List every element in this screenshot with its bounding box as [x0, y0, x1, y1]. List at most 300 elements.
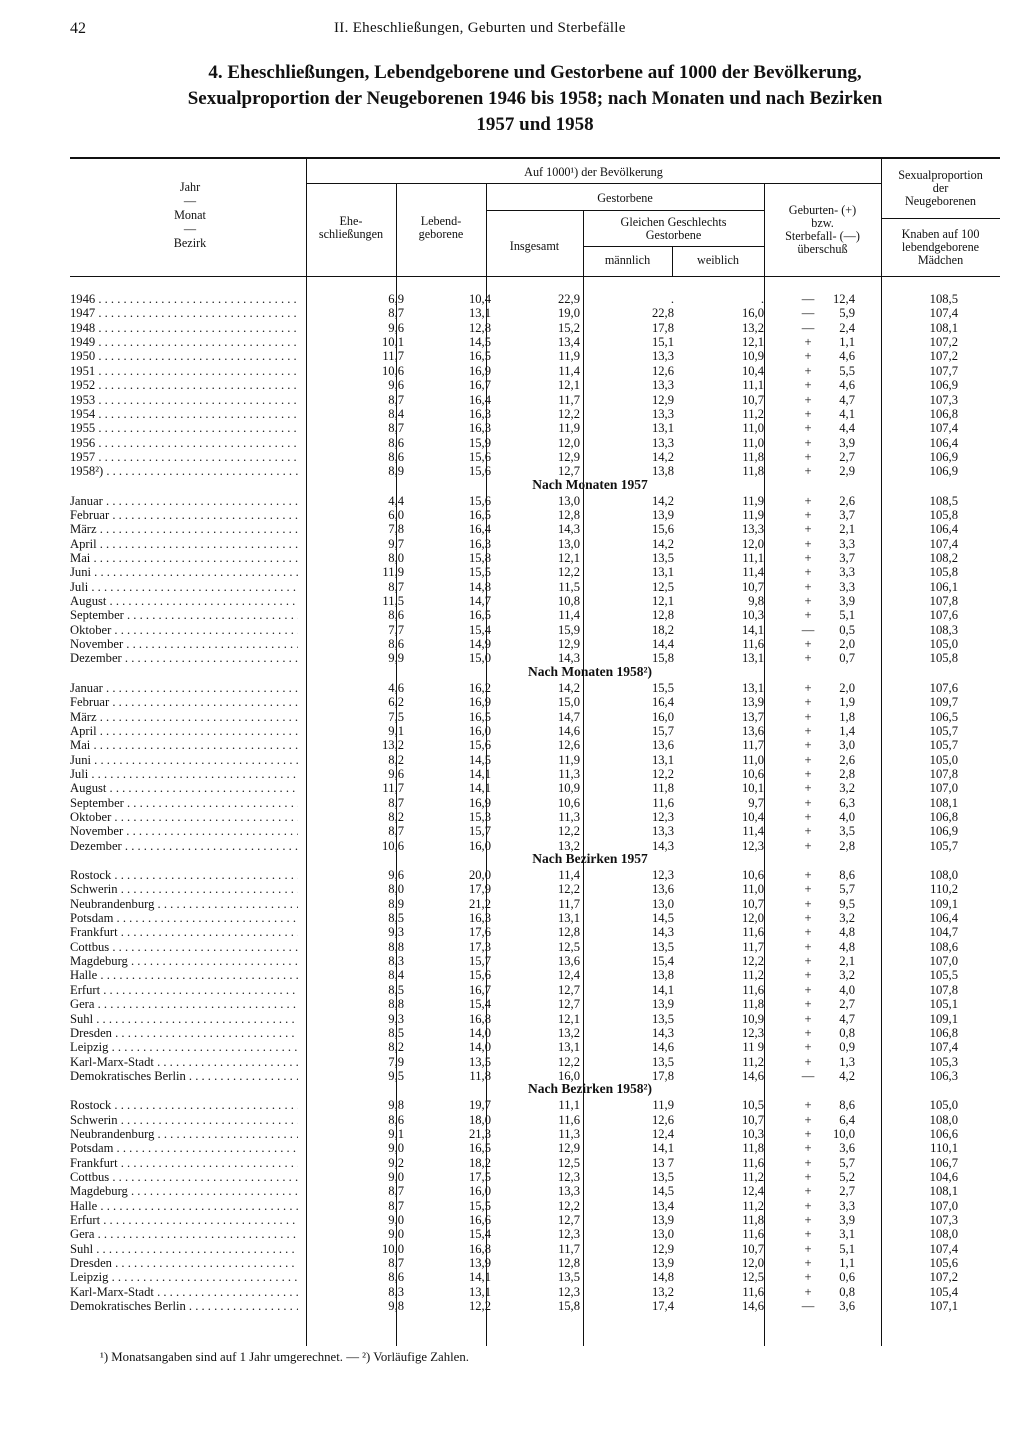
cell-ueberschuss-sign: + — [804, 1054, 812, 1069]
cell-ueberschuss-sign: — — [801, 306, 815, 321]
cell-weiblich: 11,8 — [742, 449, 764, 464]
cell-lebendgeborene: 17,5 — [468, 1170, 491, 1184]
cell-eheschliessungen: 9,6 — [388, 320, 404, 335]
cell-sexualproportion: 107,0 — [929, 781, 958, 796]
cell-ueberschuss: 3,3 — [839, 536, 855, 551]
row-label: Karl-Marx-Stadt . . . — [70, 1055, 298, 1069]
cell-lebendgeborene: 20,0 — [468, 868, 491, 882]
cell-maennlich: 14,2 — [651, 536, 674, 551]
cell-gestorbene-insgesamt: 12,9 — [557, 637, 580, 652]
table-row — [70, 753, 1000, 767]
cell-sexualproportion: 108,1 — [929, 1184, 958, 1199]
cell-ueberschuss: 3,0 — [839, 738, 855, 753]
cell-weiblich: 10,9 — [741, 1011, 764, 1026]
cell-ueberschuss: 4,8 — [839, 925, 855, 940]
cell-ueberschuss-sign: + — [804, 1170, 812, 1184]
cell-ueberschuss-sign: + — [804, 1270, 812, 1285]
cell-lebendgeborene: 16,4 — [468, 392, 491, 407]
row-label: Halle . . . — [70, 968, 298, 982]
cell-maennlich: 14,1 — [651, 982, 674, 997]
cell-sexualproportion: 105,0 — [929, 752, 958, 767]
cell-eheschliessungen: 8,0 — [388, 882, 404, 897]
cell-lebendgeborene: 15,7 — [468, 954, 491, 969]
row-label: Magdeburg . . . — [70, 1184, 298, 1198]
cell-lebendgeborene: 14,1 — [468, 1270, 491, 1285]
cell-sexualproportion: 108,1 — [929, 795, 958, 810]
cell-eheschliessungen: 9,8 — [388, 1098, 404, 1113]
cell-ueberschuss-sign: — — [801, 1299, 815, 1314]
title-line-2: Sexualproportion der Neugeborenen 1946 bis 1958; nach Monaten und nach Bezirken — [187, 88, 883, 109]
page-header — [70, 20, 1000, 42]
cell-sexualproportion: 106,6 — [929, 1126, 958, 1141]
cell-weiblich: 12,0 — [741, 1256, 764, 1270]
cell-eheschliessungen: 9,5 — [388, 1068, 404, 1083]
table-row — [70, 421, 1000, 435]
cell-lebendgeborene: 16,3 — [468, 406, 491, 421]
cell-ueberschuss: 8,6 — [839, 868, 855, 882]
cell-eheschliessungen: 9,1 — [388, 1126, 404, 1141]
row-label: 1949 . . . — [70, 335, 298, 349]
cell-ueberschuss-sign: + — [804, 536, 812, 551]
cell-lebendgeborene: 16,5 — [468, 1141, 491, 1156]
cell-maennlich: 14,3 — [651, 838, 674, 853]
cell-weiblich: 10,9 — [741, 349, 764, 364]
cell-ueberschuss-sign: + — [804, 738, 812, 753]
cell-eheschliessungen: 4,4 — [388, 493, 404, 508]
table-row — [70, 364, 1000, 378]
cell-ueberschuss: 2,9 — [839, 464, 855, 479]
row-label: 1950 . . . — [70, 349, 298, 363]
cell-sexualproportion: 105,8 — [929, 651, 958, 666]
row-label: Neubrandenburg . . . — [70, 897, 298, 911]
cell-sexualproportion: 107,2 — [929, 335, 958, 350]
cell-ueberschuss: 4,1 — [839, 406, 855, 421]
cell-eheschliessungen: 8,8 — [388, 939, 404, 954]
row-label: 1948 . . . — [70, 321, 298, 335]
cell-lebendgeborene: 16,6 — [468, 1213, 491, 1227]
cell-maennlich: 13,3 — [651, 406, 674, 421]
table-row — [70, 1012, 1000, 1026]
cell-lebendgeborene: 15,4 — [468, 997, 491, 1012]
row-label: Karl-Marx-Stadt . . . — [70, 1285, 298, 1299]
cell-gestorbene-insgesamt: 13,2 — [557, 1025, 580, 1040]
cell-ueberschuss: 3,2 — [839, 781, 855, 796]
cell-ueberschuss: 6,4 — [839, 1112, 855, 1127]
cell-ueberschuss-sign: + — [804, 335, 812, 350]
cell-gestorbene-insgesamt: 12,5 — [557, 1155, 580, 1170]
cell-sexualproportion: 107,4 — [929, 536, 958, 551]
cell-maennlich: 13,3 — [651, 435, 674, 450]
cell-gestorbene-insgesamt: 12,7 — [557, 997, 580, 1012]
cell-maennlich: 18,2 — [651, 622, 674, 637]
row-label: Juli . . . — [70, 767, 298, 781]
cell-eheschliessungen: 10,1 — [381, 335, 404, 350]
cell-ueberschuss-sign: + — [804, 421, 812, 436]
cell-ueberschuss-sign: + — [804, 868, 812, 882]
cell-maennlich: 13,5 — [651, 551, 674, 565]
cell-sexualproportion: 105,0 — [929, 1098, 958, 1113]
cell-sexualproportion: 108,0 — [929, 868, 958, 882]
stub-jahr: Jahr — [179, 180, 201, 194]
cell-weiblich: 14,6 — [741, 1068, 764, 1083]
cell-ueberschuss: 3,9 — [839, 435, 855, 450]
cell-weiblich: 12,0 — [741, 536, 764, 551]
cell-eheschliessungen: 8,2 — [388, 752, 404, 767]
table-row — [70, 710, 1000, 724]
cell-gestorbene-insgesamt: 14,7 — [557, 709, 580, 724]
cell-gestorbene-insgesamt: 12,4 — [557, 968, 580, 983]
cell-eheschliessungen: 9,8 — [388, 1299, 404, 1314]
header-bottom-rule — [70, 276, 1000, 277]
cell-weiblich: 9,7 — [748, 795, 764, 810]
cell-lebendgeborene: 15,6 — [468, 493, 491, 508]
cell-maennlich: 13,5 — [651, 1011, 674, 1026]
cell-lebendgeborene: 15,4 — [468, 622, 491, 637]
cell-ueberschuss-sign: + — [804, 579, 812, 594]
cell-ueberschuss: 1,4 — [839, 723, 855, 738]
cell-ueberschuss: 2,7 — [839, 997, 855, 1012]
cell-sexualproportion: 108,5 — [929, 493, 958, 508]
cell-lebendgeborene: 15,9 — [468, 435, 491, 450]
title-line-3: 1957 und 1958 — [476, 114, 594, 135]
cell-sexualproportion: 105,8 — [929, 507, 958, 522]
row-label: Suhl . . . — [70, 1242, 298, 1256]
row-label: Gera . . . — [70, 997, 298, 1011]
cell-maennlich: . — [670, 292, 674, 306]
table-row — [70, 695, 1000, 709]
cell-sexualproportion: 106,9 — [929, 449, 958, 464]
cell-lebendgeborene: 17,3 — [468, 939, 491, 954]
cell-eheschliessungen: 8,9 — [388, 896, 404, 911]
cell-lebendgeborene: 14,5 — [468, 335, 491, 350]
cell-maennlich: 11,8 — [652, 781, 674, 796]
cell-ueberschuss-sign: + — [804, 838, 812, 853]
cell-gestorbene-insgesamt: 14,6 — [557, 723, 580, 738]
cell-gestorbene-insgesamt: 10,8 — [557, 594, 580, 608]
cell-maennlich: 13 7 — [651, 1155, 674, 1170]
row-label: April . . . — [70, 537, 298, 551]
row-label: Januar . . . — [70, 681, 298, 695]
cell-maennlich: 13,0 — [651, 896, 674, 911]
cell-ueberschuss-sign: + — [804, 392, 812, 407]
cell-ueberschuss: 5,7 — [839, 1155, 855, 1170]
cell-sexualproportion: 108,2 — [929, 551, 958, 565]
cell-maennlich: 12,3 — [651, 809, 674, 824]
cell-ueberschuss: 2,7 — [839, 1184, 855, 1199]
cell-gestorbene-insgesamt: 13,1 — [557, 911, 580, 925]
table-row — [70, 868, 1000, 882]
cell-weiblich: 11,6 — [742, 982, 764, 997]
cell-ueberschuss: 5,1 — [839, 1241, 855, 1256]
row-label: Dresden . . . — [70, 1026, 298, 1040]
cell-sexualproportion: 104,7 — [929, 925, 958, 940]
table-row — [70, 537, 1000, 551]
row-label: 1954 . . . — [70, 407, 298, 421]
row-label: Gera . . . — [70, 1227, 298, 1241]
cell-maennlich: 16,0 — [651, 709, 674, 724]
cell-ueberschuss-sign: + — [804, 493, 812, 508]
cell-eheschliessungen: 10,6 — [381, 838, 404, 853]
cell-lebendgeborene: 16,5 — [468, 507, 491, 522]
table-row — [70, 781, 1000, 795]
cell-ueberschuss-sign: + — [804, 954, 812, 969]
cell-eheschliessungen: 11,7 — [382, 781, 404, 796]
cell-eheschliessungen: 8,6 — [388, 637, 404, 652]
stub-dash-1: — — [183, 194, 197, 208]
cell-maennlich: 14,5 — [651, 911, 674, 925]
cell-ueberschuss-sign: + — [804, 882, 812, 897]
cell-lebendgeborene: 15,6 — [468, 968, 491, 983]
gleichen-rule — [583, 246, 764, 247]
cell-maennlich: 15,5 — [651, 680, 674, 695]
cell-maennlich: 14,3 — [651, 1025, 674, 1040]
cell-lebendgeborene: 12,8 — [468, 320, 491, 335]
cell-sexualproportion: 106,9 — [929, 824, 958, 839]
cell-weiblich: 11,6 — [742, 637, 764, 652]
cell-maennlich: 14,6 — [651, 1040, 674, 1055]
row-label: 1951 . . . — [70, 364, 298, 378]
cell-eheschliessungen: 13,2 — [381, 738, 404, 753]
cell-maennlich: 13,9 — [651, 507, 674, 522]
table-row — [70, 968, 1000, 982]
cell-eheschliessungen: 11,9 — [382, 565, 404, 580]
cell-sexualproportion: 105,7 — [929, 738, 958, 753]
table-row — [70, 882, 1000, 896]
cell-maennlich: 14,4 — [651, 637, 674, 652]
cell-lebendgeborene: 19,7 — [468, 1098, 491, 1113]
cell-eheschliessungen: 9,1 — [388, 723, 404, 738]
cell-lebendgeborene: 14,1 — [468, 766, 491, 781]
cell-sexualproportion: 107,4 — [929, 306, 958, 321]
cell-lebendgeborene: 16,3 — [468, 536, 491, 551]
cell-weiblich: 10,5 — [741, 1098, 764, 1113]
cell-lebendgeborene: 16,5 — [468, 349, 491, 364]
cell-gestorbene-insgesamt: 13,0 — [557, 493, 580, 508]
cell-weiblich: 13,3 — [741, 522, 764, 537]
table-row — [70, 436, 1000, 450]
cell-ueberschuss: 12,4 — [832, 292, 855, 306]
cell-maennlich: 12,1 — [651, 594, 674, 608]
cell-weiblich: 10,7 — [741, 392, 764, 407]
cell-gestorbene-insgesamt: 15,9 — [557, 622, 580, 637]
cell-eheschliessungen: 9,9 — [388, 651, 404, 666]
cell-lebendgeborene: 13,1 — [468, 306, 491, 321]
cell-eheschliessungen: 8,4 — [388, 406, 404, 421]
row-label: Juni . . . — [70, 753, 298, 767]
row-label: August . . . — [70, 781, 298, 795]
cell-weiblich: 12,2 — [741, 954, 764, 969]
ueberschuss-header: Geburten- (+) bzw. Sterbefall- (—) überschuß — [785, 203, 860, 256]
cell-gestorbene-insgesamt: 16,0 — [557, 1068, 580, 1083]
cell-weiblich: 13,2 — [741, 320, 764, 335]
cell-lebendgeborene: 15,6 — [468, 738, 491, 753]
cell-ueberschuss-sign: + — [804, 565, 812, 580]
cell-gestorbene-insgesamt: 11,9 — [558, 752, 580, 767]
row-label: 1957 . . . — [70, 450, 298, 464]
cell-maennlich: 17,8 — [651, 1068, 674, 1083]
table-row — [70, 925, 1000, 939]
cell-sexualproportion: 104,6 — [929, 1170, 958, 1184]
cell-gestorbene-insgesamt: 12,3 — [557, 1227, 580, 1242]
cell-eheschliessungen: 7,8 — [388, 522, 404, 537]
cell-ueberschuss-sign: + — [804, 752, 812, 767]
cell-eheschliessungen: 11,5 — [382, 594, 404, 608]
row-label: Dezember . . . — [70, 839, 298, 853]
cell-lebendgeborene: 14,0 — [468, 1040, 491, 1055]
cell-sexualproportion: 106,4 — [929, 435, 958, 450]
cell-weiblich: 10,7 — [741, 1241, 764, 1256]
cell-eheschliessungen: 9,6 — [388, 766, 404, 781]
cell-lebendgeborene: 13,1 — [468, 1284, 491, 1299]
stub-bezirk: Bezirk — [173, 236, 207, 250]
cell-eheschliessungen: 9,0 — [388, 1227, 404, 1242]
cell-maennlich: 15,7 — [651, 723, 674, 738]
cell-maennlich: 14,8 — [651, 1270, 674, 1285]
cell-lebendgeborene: 16,9 — [468, 695, 491, 710]
row-label: Demokratisches Berlin . . . — [70, 1069, 298, 1083]
row-label: Oktober . . . — [70, 810, 298, 824]
cell-maennlich: 14,2 — [651, 449, 674, 464]
stub-monat: Monat — [174, 208, 206, 222]
cell-eheschliessungen: 8,7 — [388, 306, 404, 321]
cell-maennlich: 11,9 — [652, 1098, 674, 1113]
cell-gestorbene-insgesamt: 12,8 — [557, 1256, 580, 1270]
cell-maennlich: 13,5 — [651, 1054, 674, 1069]
row-label: Juni . . . — [70, 565, 298, 579]
cell-ueberschuss: 2,1 — [839, 522, 855, 537]
cell-weiblich: 11,2 — [742, 968, 764, 983]
cell-maennlich: 17,8 — [651, 320, 674, 335]
cell-gestorbene-insgesamt: 14,3 — [557, 651, 580, 666]
cell-ueberschuss: 3,7 — [839, 551, 855, 565]
cell-lebendgeborene: 15,6 — [468, 449, 491, 464]
cell-maennlich: 12,4 — [651, 1126, 674, 1141]
cell-lebendgeborene: 16,0 — [468, 723, 491, 738]
cell-ueberschuss: 4,6 — [839, 378, 855, 393]
cell-ueberschuss: 2,4 — [839, 320, 855, 335]
table-row — [70, 824, 1000, 838]
running-head: II. Eheschließungen, Geburten und Sterbefälle — [334, 20, 626, 36]
table-row — [70, 983, 1000, 997]
table-row — [70, 997, 1000, 1011]
cell-sexualproportion: 107,4 — [929, 421, 958, 436]
cell-weiblich: 10,3 — [741, 1126, 764, 1141]
cell-sexualproportion: 105,3 — [929, 1054, 958, 1069]
cell-gestorbene-insgesamt: 11,3 — [558, 809, 580, 824]
cell-gestorbene-insgesamt: 12,2 — [557, 882, 580, 897]
cell-gestorbene-insgesamt: 11,4 — [558, 608, 580, 623]
cell-weiblich: 11,7 — [742, 738, 764, 753]
cell-ueberschuss-sign: + — [804, 709, 812, 724]
cell-weiblich: 10,4 — [741, 363, 764, 378]
cell-ueberschuss: 3,9 — [839, 594, 855, 608]
cell-ueberschuss-sign: + — [804, 464, 812, 479]
cell-eheschliessungen: 8,3 — [388, 954, 404, 969]
table-row — [70, 1285, 1000, 1299]
cell-weiblich: . — [760, 292, 764, 306]
cell-gestorbene-insgesamt: 12,1 — [557, 1011, 580, 1026]
cell-weiblich: 11,0 — [742, 421, 764, 436]
cell-gestorbene-insgesamt: 13,5 — [557, 1270, 580, 1285]
cell-eheschliessungen: 8,5 — [388, 911, 404, 925]
cell-maennlich: 13,6 — [651, 882, 674, 897]
lebend-header: Lebend- geborene — [418, 214, 464, 241]
cell-maennlich: 13,6 — [651, 738, 674, 753]
cell-ueberschuss-sign: + — [804, 608, 812, 623]
row-label: März . . . — [70, 710, 298, 724]
insgesamt-header: Insgesamt — [509, 239, 560, 253]
cell-lebendgeborene: 21,2 — [468, 896, 491, 911]
section-title: Nach Monaten 1957 — [532, 476, 648, 492]
cell-gestorbene-insgesamt: 10,9 — [557, 781, 580, 796]
cell-weiblich: 11,6 — [742, 1284, 764, 1299]
cell-ueberschuss: 8,6 — [839, 1098, 855, 1113]
cell-sexualproportion: 107,2 — [929, 349, 958, 364]
cell-weiblich: 10,4 — [741, 809, 764, 824]
cell-gestorbene-insgesamt: 12,8 — [557, 925, 580, 940]
cell-gestorbene-insgesamt: 11,7 — [558, 1241, 580, 1256]
cell-sexualproportion: 105,7 — [929, 838, 958, 853]
table-row — [70, 450, 1000, 464]
cell-eheschliessungen: 8,3 — [388, 1284, 404, 1299]
cell-lebendgeborene: 15,5 — [468, 1198, 491, 1213]
cell-weiblich: 11,8 — [742, 1213, 764, 1227]
row-label: Juli . . . — [70, 580, 298, 594]
cell-sexualproportion: 109,1 — [929, 1011, 958, 1026]
cell-weiblich: 10,3 — [741, 608, 764, 623]
row-label: Erfurt . . . — [70, 983, 298, 997]
cell-eheschliessungen: 4,6 — [388, 680, 404, 695]
cell-weiblich: 9,8 — [748, 594, 764, 608]
row-label: Dezember . . . — [70, 651, 298, 665]
cell-ueberschuss-sign: + — [804, 1025, 812, 1040]
table-row — [70, 1141, 1000, 1155]
cell-gestorbene-insgesamt: 11,4 — [558, 868, 580, 882]
cell-maennlich: 12,2 — [651, 766, 674, 781]
cell-gestorbene-insgesamt: 11,7 — [558, 896, 580, 911]
cell-ueberschuss-sign: + — [804, 449, 812, 464]
cell-ueberschuss: 1,1 — [839, 1256, 855, 1270]
row-label: Demokratisches Berlin . . . — [70, 1299, 298, 1313]
cell-ueberschuss-sign: — — [801, 622, 815, 637]
cell-maennlich: 13,4 — [651, 1198, 674, 1213]
table-row — [70, 393, 1000, 407]
cell-maennlich: 13,1 — [651, 565, 674, 580]
cell-ueberschuss-sign: + — [804, 1198, 812, 1213]
cell-ueberschuss: 2,0 — [839, 680, 855, 695]
cell-gestorbene-insgesamt: 11,9 — [558, 421, 580, 436]
cell-sexualproportion: 106,8 — [929, 406, 958, 421]
cell-ueberschuss-sign: + — [804, 1040, 812, 1055]
stub-header — [120, 180, 260, 250]
cell-ueberschuss: 5,5 — [839, 363, 855, 378]
cell-weiblich: 10,7 — [741, 896, 764, 911]
table-row — [70, 1256, 1000, 1270]
cell-eheschliessungen: 6,2 — [388, 695, 404, 710]
auf1000-rule — [306, 183, 881, 184]
cell-weiblich: 11,1 — [742, 551, 764, 565]
cell-eheschliessungen: 8,6 — [388, 449, 404, 464]
cell-gestorbene-insgesamt: 12,0 — [557, 435, 580, 450]
cell-gestorbene-insgesamt: 12,7 — [557, 982, 580, 997]
cell-lebendgeborene: 16,0 — [468, 1184, 491, 1199]
cell-maennlich: 12,9 — [651, 392, 674, 407]
cell-ueberschuss: 5,1 — [839, 608, 855, 623]
row-label: Schwerin . . . — [70, 882, 298, 896]
table-row — [70, 1026, 1000, 1040]
row-label: Schwerin . . . — [70, 1113, 298, 1127]
cell-weiblich: 11,8 — [742, 464, 764, 479]
